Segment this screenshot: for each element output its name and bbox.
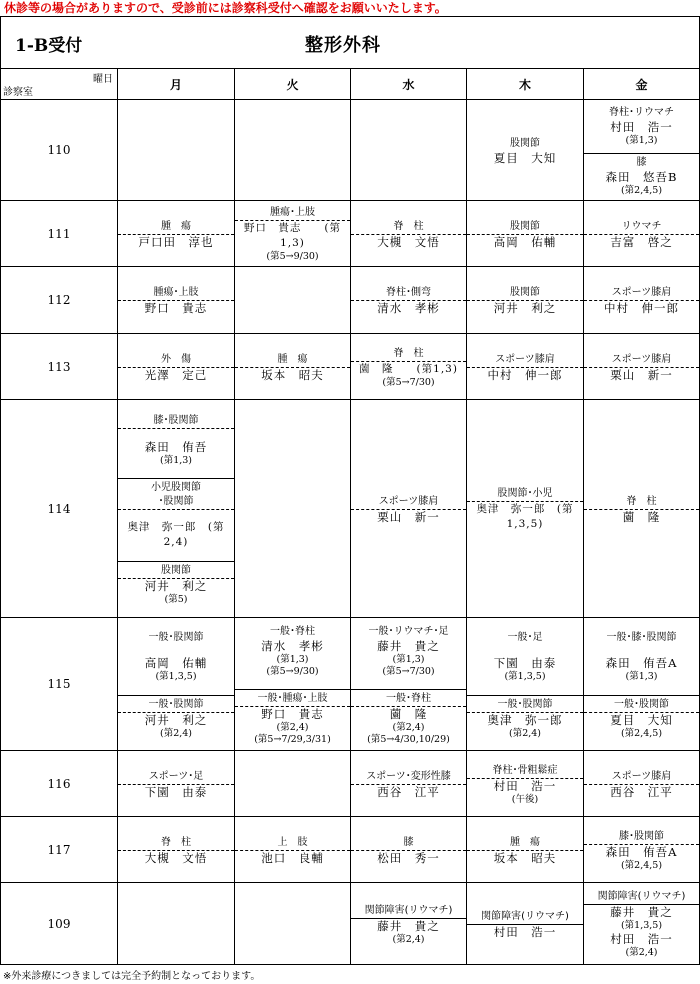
specialty: 外 傷 [118,351,234,368]
doctor-name: 野口 貴志 [144,301,208,315]
doctor-name: 大槻 文悟 [144,850,208,865]
doctor-name: 村田 浩一 [493,924,557,939]
doctor-name: 森田 侑吾 [144,439,208,454]
slot-mon [118,751,235,817]
week-note: (第2,4) [392,721,425,733]
day-header-mon: 月 [118,69,235,100]
slot-fri [584,267,700,334]
specialty: 一般･脊柱 [351,690,466,707]
doctor-name: 村田 浩一 [610,119,673,134]
slot-fri [584,883,700,965]
specialty: 一般･足 [507,631,543,643]
department-title: 整形外科 [305,35,381,56]
day-header-wed: 水 [351,69,467,100]
week-note: (第5→4/30,10/29) [367,733,450,745]
slot-mon [118,267,235,334]
specialty: 上 肢 [235,834,350,851]
doctor-name: 大槻 文悟 [377,234,440,249]
doctor-name: 戸口田 淳也 [138,234,214,249]
doctor-name: 藤井 貴之 [610,905,673,919]
specialty: 股関節 [467,284,583,301]
specialty: 一般･脊柱 [270,625,315,637]
specialty: 脊 柱 [351,345,466,362]
specialty: 関節障害(リウマチ) [467,908,583,925]
doctor-name: 河井 利之 [493,301,557,315]
room-row-111 [1,201,700,267]
slot-tue [235,618,351,751]
week-note: (第2,4) [276,721,309,733]
doctor-name: 下園 由泰 [144,784,208,799]
specialty: スポーツ膝肩 [467,351,583,368]
slot-wed [351,400,467,618]
room-number: 111 [1,201,118,267]
slot-thu [467,334,584,400]
week-note: (第1,3,5) [620,920,663,931]
room-row-113 [1,334,700,400]
doctor-name: 藤井 貴之 [377,918,440,933]
specialty: 股関節 [510,137,540,149]
slot-thu [467,618,584,751]
slot-empty [118,100,235,201]
doctor-name: 吉富 啓之 [610,234,673,249]
reception-label: 1-B受付 [15,36,83,56]
slot-mon [118,618,235,751]
doctor-name: 村田 浩一 [610,932,673,946]
slot-empty [351,100,467,201]
doctor-name: 光澤 定己 [144,367,208,382]
slot-empty [235,400,351,618]
specialty: 腫 瘍 [467,834,583,851]
slot-fri [584,751,700,817]
room-number: 113 [1,334,118,400]
slot-fri [584,618,700,751]
slot-wed [351,201,467,267]
week-note: (午後) [511,793,539,805]
schedule-table [0,68,700,965]
week-note: (第5→7/30) [382,665,435,677]
slot-thu [467,201,584,267]
specialty: 脊柱･リウマチ [609,106,674,118]
slot-wed [351,817,467,883]
slot-fri [584,817,700,883]
specialty: 腫 瘍 [118,218,234,235]
day-header-fri: 金 [584,69,700,100]
specialty: スポーツ膝肩 [584,284,699,301]
week-note: (第2,4,5) [620,859,663,871]
specialty: 関節障害(リウマチ) [584,888,699,905]
doctor-name: 西谷 江平 [610,784,673,799]
room-row-110 [1,100,700,201]
room-number: 112 [1,267,118,334]
room-row-112 [1,267,700,334]
doctor-name: 松田 秀一 [377,850,440,865]
doctor-name: 下園 由泰 [493,656,557,670]
doctor-name: 河井 利之 [144,578,208,593]
room-number: 109 [1,883,118,965]
slot-fri [584,334,700,400]
specialty: 一般･股関節 [584,696,699,713]
slot-wed [351,267,467,334]
slot-empty [235,751,351,817]
week-note: (第1,3,5) [155,671,197,682]
doctor-name: 森田 侑吾A [605,844,678,859]
day-header-tue: 火 [235,69,351,100]
doctor-name: 栗山 新一 [377,509,440,524]
day-axis-label: 曜日 [93,74,113,85]
slot-empty [235,883,351,965]
doctor-name: 森田 侑吾A [605,656,678,670]
room-number: 117 [1,817,118,883]
room-row-116 [1,751,700,817]
slot-wed [351,618,467,751]
doctor-name: 夏目 大知 [493,150,557,165]
specialty: スポーツ膝肩 [351,493,466,510]
week-note: (第1,3) [276,653,309,665]
doctor-name: 栗山 新一 [610,367,673,382]
slot-thu [467,267,584,334]
doctor-name: 森田 悠吾B [605,169,678,184]
specialty: 一般･股関節 [148,631,204,643]
specialty: 腫 瘍 [235,351,350,368]
specialty: 股関節･小児 [467,485,583,502]
room-axis-label: 診察室 [3,87,33,98]
specialty: スポーツ膝肩 [584,351,699,368]
specialty: 腫瘍･上肢 [235,204,350,221]
week-note: (第1,3) [625,134,658,146]
specialty: 一般･股関節 [118,696,234,713]
doctor-name: 清水 孝彬 [377,301,440,315]
doctor-name: 西谷 江平 [377,784,440,799]
week-note: (第2,4) [392,933,425,945]
week-note: (第5) [164,593,188,605]
slot-mon [118,400,235,618]
slot-mon [118,817,235,883]
doctor-name: 奥津 弥一郎 (第2,4) [127,521,225,548]
room-number: 116 [1,751,118,817]
doctor-name: 薗 隆 [622,509,661,524]
day-header-thu: 木 [467,69,584,100]
specialty: スポーツ･変形性膝 [351,768,466,785]
doctor-name: 池口 良輔 [261,850,324,865]
week-note: (第2,4,5) [620,184,663,196]
doctor-name: 藤井 貴之 [377,638,440,653]
specialty: 膝･股関節 [118,412,234,429]
specialty: リウマチ [584,218,699,235]
slot-fri [584,100,700,201]
slot-tue [235,201,351,267]
room-number: 115 [1,618,118,751]
slot-thu [467,100,584,201]
slot-thu [467,400,584,618]
doctor-name: 薗 隆 [389,706,428,721]
specialty: 脊 柱 [351,218,466,235]
doctor-name: 清水 孝彬 [261,638,324,653]
doctor-name: 村田 浩一 [493,778,557,793]
room-row-109 [1,883,700,965]
room-row-117 [1,817,700,883]
room-number: 110 [1,100,118,201]
doctor-name: 高岡 佑輔 [144,656,208,670]
slot-fri [584,201,700,267]
corner-cell [1,69,118,100]
doctor-name: 中村 伸一郎 [487,367,563,382]
week-note: (第1,3) [159,454,193,466]
specialty: 股関節 [118,562,234,579]
week-note: (第2,4,5) [620,727,663,739]
slot-thu [467,883,584,965]
room-number: 114 [1,400,118,618]
slot-empty [235,100,351,201]
slot-tue [235,817,351,883]
specialty: 脊 柱 [118,834,234,851]
week-note: (第5→9/30) [266,665,319,677]
footer-note: ※外来診療につきましては完全予約制となっております。 [3,971,261,982]
doctor-name: 河井 利之 [144,712,208,727]
specialty: 膝･股関節 [584,828,699,845]
room-row-114 [1,400,700,618]
specialty: 小児股関節 ･股関節 [118,479,234,510]
week-note: (第2,4) [625,947,658,958]
slot-tue [235,334,351,400]
doctor-name: 薗 隆 (第1,3) [359,362,458,375]
specialty: スポーツ･足 [118,768,234,785]
slot-thu [467,817,584,883]
specialty: 股関節 [467,218,583,235]
slot-wed [351,883,467,965]
doctor-name: 野口 貴志 [261,706,324,721]
slot-mon [118,334,235,400]
week-note: (第5→7/29,3/31) [254,733,331,745]
room-row-115 [1,618,700,751]
specialty: 膝 [636,156,647,168]
specialty: 脊柱･側弯 [351,284,466,301]
doctor-name: 坂本 昭夫 [261,367,324,382]
specialty: 一般･リウマチ･足 [368,625,449,637]
specialty: スポーツ膝肩 [584,768,699,785]
notice-banner: 休診等の場合がありますので、受診前には診察科受付へ確認をお願いいたします。 [4,1,447,15]
week-note: (第1,3) [625,671,658,682]
slot-empty [235,267,351,334]
week-note: (第5→7/30) [382,376,435,388]
doctor-name: 野口 貴志 (第1,3) [243,222,342,249]
specialty: 一般･膝･股関節 [606,631,677,643]
week-note: (第5→9/30) [266,251,319,262]
specialty: 脊 柱 [584,493,699,510]
doctor-name: 高岡 佑輔 [493,234,557,249]
week-note: (第2,4) [508,727,542,739]
slot-empty [118,883,235,965]
slot-thu [467,751,584,817]
header [0,16,700,69]
doctor-name: 奥津 弥一郎 [487,712,563,727]
specialty: 一般･腫瘍･上肢 [235,690,350,707]
doctor-name: 中村 伸一郎 [604,301,679,315]
doctor-name: 奥津 弥一郎 (第1,3,5) [476,503,574,530]
slot-wed [351,334,467,400]
week-note: (第1,3) [392,653,425,665]
specialty: 関節障害(リウマチ) [351,902,466,919]
slot-wed [351,751,467,817]
specialty: 腫瘍･上肢 [118,284,234,301]
week-note: (第1,3,5) [504,671,546,682]
specialty: 一般･股関節 [467,696,583,713]
specialty: 膝 [351,834,466,851]
slot-mon [118,201,235,267]
doctor-name: 坂本 昭夫 [493,850,557,865]
doctor-name: 夏目 大知 [610,712,673,727]
specialty: 脊柱･骨粗鬆症 [467,762,583,779]
slot-fri [584,400,700,618]
week-note: (第2,4) [159,727,193,739]
